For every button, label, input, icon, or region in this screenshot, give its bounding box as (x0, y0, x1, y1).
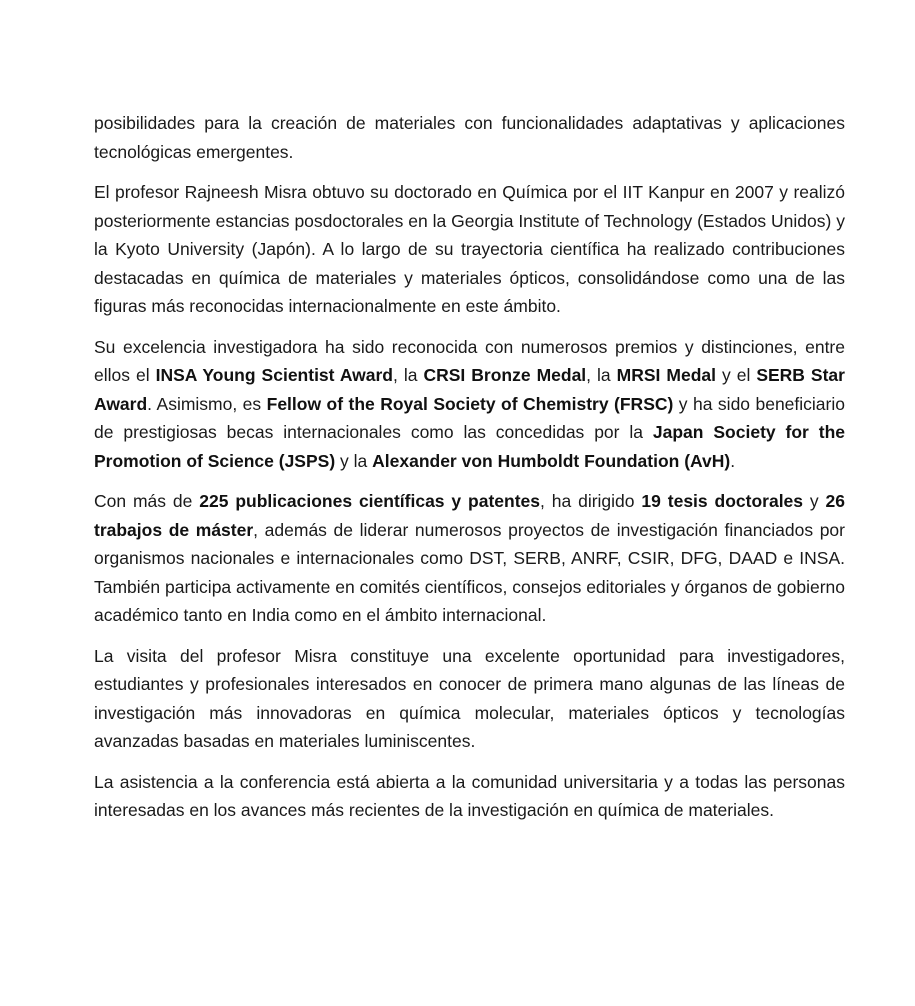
paragraph-visit (94, 642, 845, 756)
bold-text-run: 19 tesis doctorales (641, 491, 804, 511)
text-run: y la (335, 450, 373, 471)
text-run: . Asimismo, es (147, 393, 267, 414)
bold-text-run: Alexander von Humboldt Foundation (AvH) (372, 450, 731, 471)
text-run: y el (715, 365, 757, 385)
text-run: , la (393, 365, 424, 385)
text-run: La visita del profesor Misra constituye una excelente oportunidad para investigadores, estudiantes y profesionales interesados en conocer de primera mano algunas de las líneas de investigación más innovadoras en química molecular, materiales ópticos y tecnologías avanzadas basadas en materiales luminiscentes. (94, 645, 845, 751)
text-run: , ha dirigido (540, 491, 642, 511)
text-run: Con más de (94, 491, 200, 511)
text-run: El profesor Rajneesh Misra obtuvo su doctorado en Química por el IIT Kanpur en 2007 y realizó posteriormente estancias posdoctorales en la Georgia Institute of Technology (Estados Unidos) y la Kyoto University (Japón). A lo largo de su trayectoria científica ha realizado contribuciones destacadas en química de materiales y materiales ópticos, consolidándose como una de las figuras más reconocidas internacionalmente en este ámbito. (94, 182, 845, 316)
bold-text-run: INSA Young Scientist Award (155, 365, 393, 385)
bold-text-run: 225 publicaciones científicas y patentes (199, 491, 540, 511)
text-run: Su excelencia investigadora ha sido reconocida con numerosos premios y distinciones, entre ellos el (94, 336, 845, 385)
paragraph-awards (94, 333, 845, 476)
text-run: , además de liderar numerosos proyectos de investigación financiados por organismos nacionales e internacionales como DST, SERB, ANRF, CSIR, DFG, DAAD e INSA. También participa activamente en comités científicos, consejos editoriales y órganos de gobierno académico tanto en India como en el ámbito internacional. (94, 519, 845, 625)
bold-text-run: 26 trabajos de máster (94, 491, 846, 540)
bold-text-run: Japan Society for the Promotion of Science (JSPS) (94, 422, 845, 471)
text-run: La asistencia a la conferencia está abierta a la comunidad universitaria y a todas las personas interesadas en los avances más recientes de la investigación en química de materiales. (94, 771, 845, 820)
document-body (94, 109, 845, 837)
text-run: posibilidades para la creación de materiales con funcionalidades adaptativas y aplicaciones tecnológicas emergentes. (94, 113, 845, 162)
text-run: . (730, 450, 736, 471)
text-run: y ha sido beneficiario de prestigiosas becas internacionales como las concedidas por la (94, 393, 845, 442)
bold-text-run: CRSI Bronze Medal (423, 365, 587, 385)
bold-text-run: SERB Star Award (94, 365, 845, 414)
paragraph-intro-continuation (94, 109, 845, 166)
paragraph-attendance (94, 768, 845, 825)
text-run: y (803, 491, 826, 511)
paragraph-biography (94, 178, 845, 321)
bold-text-run: MRSI Medal (616, 365, 716, 385)
paragraph-publications (94, 487, 845, 630)
text-run: , la (586, 365, 617, 385)
bold-text-run: Fellow of the Royal Society of Chemistry (FRSC) (266, 393, 674, 414)
